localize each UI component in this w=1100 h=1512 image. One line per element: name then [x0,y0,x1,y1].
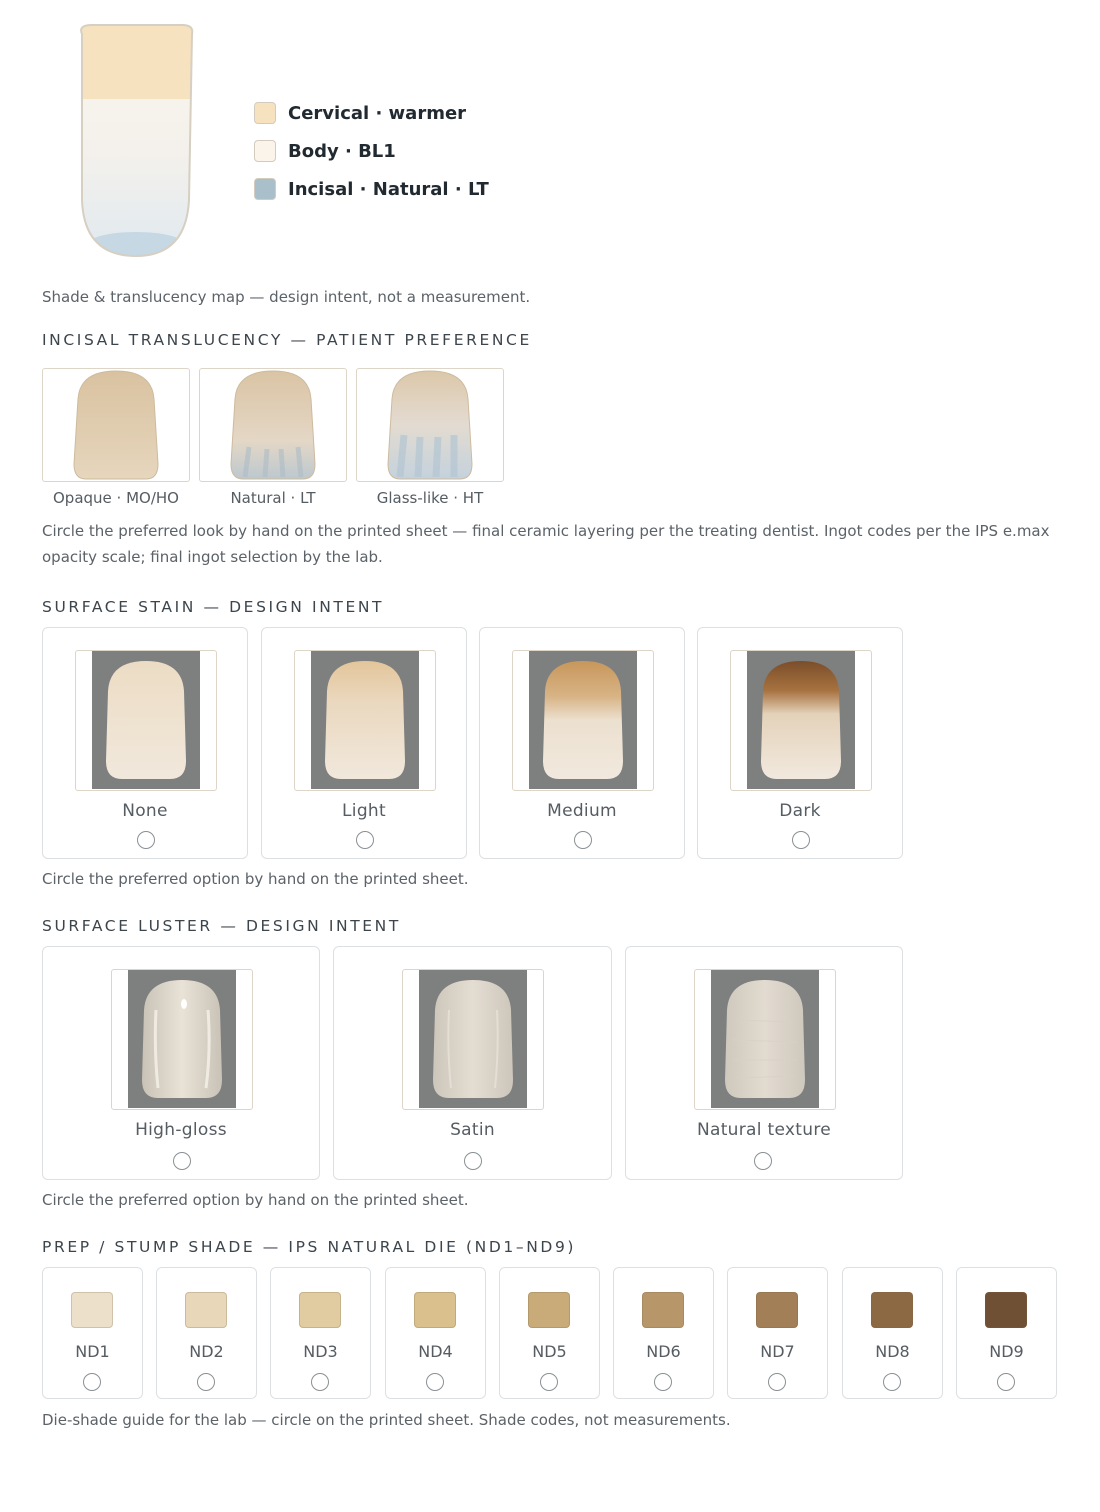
die-option-nd9[interactable] [956,1267,1057,1399]
stain-photo-frame [730,650,872,791]
die-swatch [871,1292,913,1328]
die-radio-nd8[interactable] [883,1373,901,1391]
tooth-high-gloss-icon [128,970,236,1108]
die-swatch [756,1292,798,1328]
translucency-label: Glass-like · HT [376,489,484,507]
tooth-photo [747,651,855,789]
stain-photo-frame [294,650,436,791]
tooth-dark-stain-icon [747,651,855,789]
die-radio-nd4[interactable] [426,1373,444,1391]
die-swatch [985,1292,1027,1328]
die-label: ND5 [532,1342,567,1361]
stain-radio-dark[interactable] [792,831,810,849]
luster-title: SURFACE LUSTER — DESIGN INTENT [42,917,401,935]
stain-radio-medium[interactable] [574,831,592,849]
die-option-nd5[interactable] [499,1267,600,1399]
luster-note: Circle the preferred option by hand on the printed sheet. [42,1191,469,1209]
stain-option-medium[interactable] [479,627,685,859]
die-label: ND3 [303,1342,338,1361]
luster-label: Satin [450,1120,495,1140]
die-option-nd8[interactable] [842,1267,943,1399]
stain-option-light[interactable] [261,627,467,859]
legend-swatch-cervical [254,102,276,124]
die-radio-nd7[interactable] [768,1373,786,1391]
die-title: PREP / STUMP SHADE — IPS NATURAL DIE (ND1–ND9) [42,1238,577,1256]
luster-radio-satin[interactable] [464,1152,482,1170]
tooth-opaque-icon [66,369,166,481]
legend-swatch-incisal [254,178,276,200]
stain-label: Medium [547,801,617,821]
die-label: ND2 [189,1342,224,1361]
tooth-photo [311,651,419,789]
die-swatch [528,1292,570,1328]
luster-option-satin[interactable] [333,946,612,1180]
die-radio-nd3[interactable] [311,1373,329,1391]
tooth-glass-icon [380,369,480,481]
stain-note: Circle the preferred option by hand on the printed sheet. [42,870,469,888]
tooth-natural-icon [223,369,323,481]
stain-photo-frame [512,650,654,791]
die-radio-nd9[interactable] [997,1373,1015,1391]
die-radio-nd6[interactable] [654,1373,672,1391]
shade-map-diagram [70,20,200,260]
stain-label: Dark [779,801,821,821]
die-swatch [185,1292,227,1328]
tooth-photo [529,651,637,789]
die-option-nd6[interactable] [613,1267,714,1399]
luster-radio-natural-texture[interactable] [754,1152,772,1170]
shade-legend [254,94,489,208]
legend-label: Incisal · Natural · LT [288,178,489,200]
translucency-title: INCISAL TRANSLUCENCY — PATIENT PREFERENCE [42,331,532,349]
die-note: Die-shade guide for the lab — circle on the printed sheet. Shade codes, not measurements. [42,1411,731,1429]
stain-radio-none[interactable] [137,831,155,849]
tooth-unstained-icon [92,651,200,789]
stain-label: Light [342,801,386,821]
die-option-nd7[interactable] [727,1267,828,1399]
luster-option-natural-texture[interactable] [625,946,903,1180]
luster-photo-frame [402,969,544,1110]
legend-item-body [254,132,489,170]
legend-label: Cervical · warmer [288,102,467,124]
translucency-label: Opaque · MO/HO [53,489,179,507]
stain-radio-light[interactable] [356,831,374,849]
luster-option-high-gloss[interactable] [42,946,320,1180]
tooth-photo [92,651,200,789]
die-option-nd3[interactable] [270,1267,371,1399]
translucency-label: Natural · LT [230,489,316,507]
die-radio-nd1[interactable] [83,1373,101,1391]
stain-photo-frame [75,650,217,791]
tooth-light-stain-icon [311,651,419,789]
luster-radio-high-gloss[interactable] [173,1152,191,1170]
luster-label: Natural texture [696,1120,831,1140]
translucency-option-glass[interactable] [356,368,504,482]
die-swatch [299,1292,341,1328]
die-option-nd4[interactable] [385,1267,486,1399]
translucency-option-opaque[interactable] [42,368,190,482]
die-label: ND7 [760,1342,795,1361]
die-label: ND6 [646,1342,681,1361]
die-label: ND1 [75,1342,110,1361]
tooth-photo [128,970,236,1108]
die-radio-nd2[interactable] [197,1373,215,1391]
translucency-note: Circle the preferred look by hand on the printed sheet — final ceramic layering per the treating dentist. Ingot codes per the IPS e.max opacity scale; final ingot selection by the lab. [42,522,1050,566]
stain-label: None [122,801,168,821]
legend-swatch-body [254,140,276,162]
stain-option-none[interactable] [42,627,248,859]
legend-item-incisal [254,170,489,208]
tooth-natural-texture-icon [711,970,819,1108]
die-label: ND8 [875,1342,910,1361]
tooth-satin-icon [419,970,527,1108]
die-option-nd2[interactable] [156,1267,257,1399]
stain-title: SURFACE STAIN — DESIGN INTENT [42,598,385,616]
luster-label: High-gloss [135,1120,227,1140]
die-label: ND9 [989,1342,1024,1361]
die-swatch [71,1292,113,1328]
luster-photo-frame [111,969,253,1110]
luster-photo-frame [694,969,836,1110]
shade-map-note: Shade & translucency map — design intent, not a measurement. [42,288,531,306]
legend-label: Body · BL1 [288,140,396,162]
tooth-photo [419,970,527,1108]
stain-option-dark[interactable] [697,627,903,859]
tooth-photo [711,970,819,1108]
translucency-option-natural[interactable] [199,368,347,482]
die-radio-nd5[interactable] [540,1373,558,1391]
die-label: ND4 [418,1342,453,1361]
tooth-medium-stain-icon [529,651,637,789]
die-swatch [642,1292,684,1328]
die-option-nd1[interactable] [42,1267,143,1399]
legend-item-cervical [254,94,489,132]
die-swatch [414,1292,456,1328]
